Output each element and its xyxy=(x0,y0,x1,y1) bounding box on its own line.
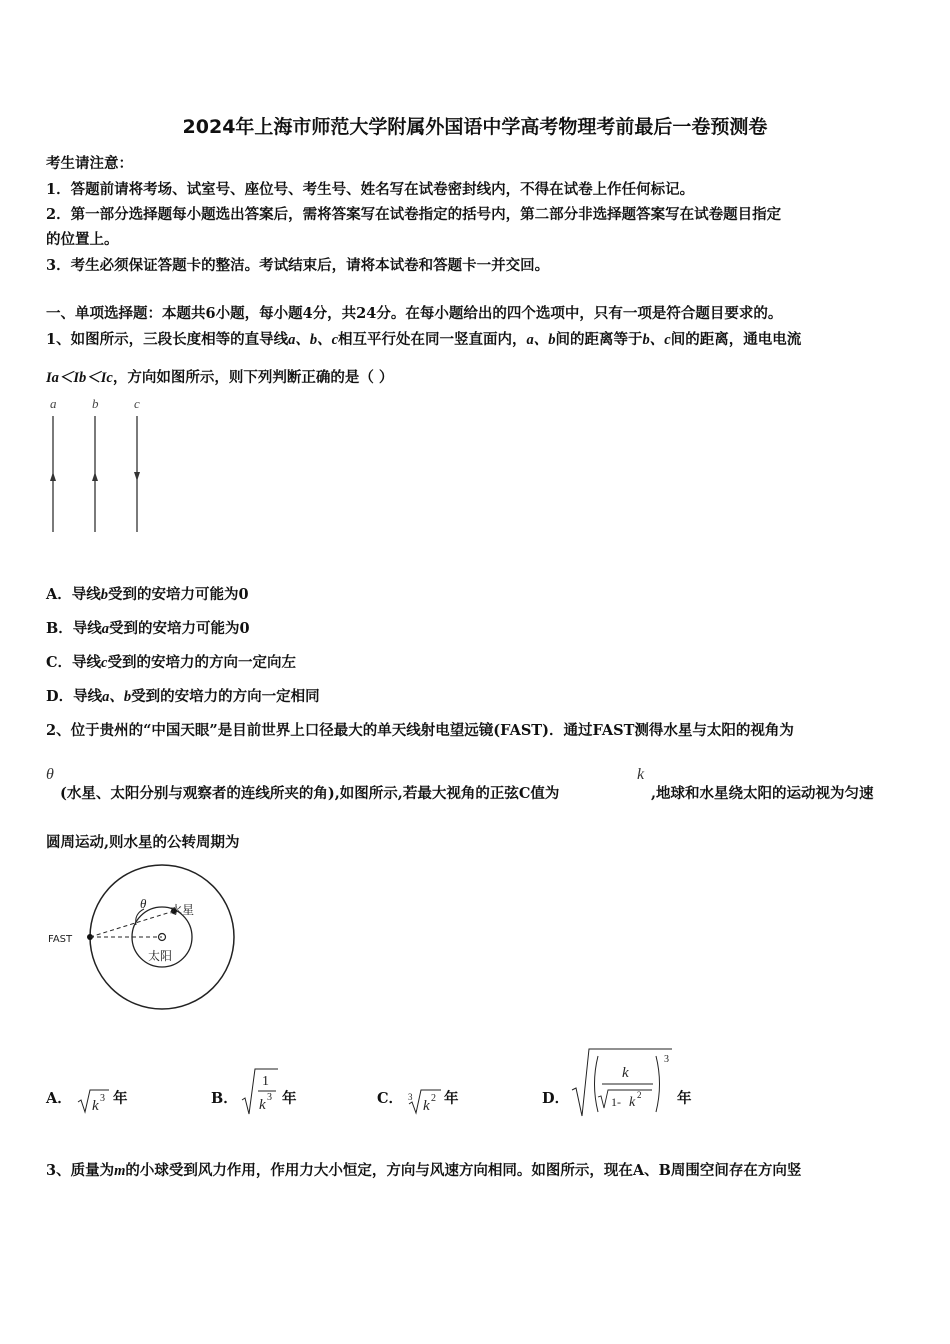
q2-option-c-label[interactable]: C． xyxy=(377,1090,404,1107)
formula-text: k xyxy=(92,1098,99,1114)
notice-item: 3．考生必须保证答题卡的整洁。考试结束后，请将本试卷和答题卡一并交回。 xyxy=(46,257,550,274)
wires-figure xyxy=(40,392,160,537)
fast-label: FAST xyxy=(48,934,73,945)
option-text: 受到的安培力的方向一定相同 xyxy=(131,688,320,705)
option-text: 导线 xyxy=(73,688,103,705)
formula-text: k xyxy=(622,1065,629,1081)
option-text: 受到的安培力可能为0 xyxy=(108,586,249,603)
option-label: B． xyxy=(46,620,73,637)
section-heading: 一、单项选择题：本题共6小题，每小题4分，共24分。在每小题给出的四个选项中，只有一项是符合题目要求的。 xyxy=(46,305,783,322)
q2-option-a-unit: 年 xyxy=(113,1090,128,1107)
formula-b xyxy=(240,1066,280,1118)
q2-option-d-label[interactable]: D． xyxy=(542,1090,570,1107)
q2-option-c-unit: 年 xyxy=(444,1090,459,1107)
option-var: a xyxy=(101,621,110,637)
q3-text: 3、质量为 xyxy=(46,1162,115,1179)
arrow-down-icon xyxy=(134,472,140,481)
formula-text: k xyxy=(259,1097,266,1113)
q1-text: 间的距离，通电电流 xyxy=(670,331,802,348)
notice-item: 2．第一部分选择题每小题选出答案后，需将答案写在试卷指定的括号内，第二部分非选择题答案写在试卷题目指定 xyxy=(46,206,782,223)
wire-label-a: a xyxy=(50,396,57,411)
option-text: 导线 xyxy=(72,620,102,637)
q1-text: ，方向如图所示，则下列判断正确的是（ ） xyxy=(112,369,394,386)
q1-var: a、b、c xyxy=(288,332,339,348)
q1-var: a、b xyxy=(526,332,556,348)
formula-text: 2 xyxy=(637,1090,642,1100)
notice-item: 1．答题前请将考场、试室号、座位号、考生号、姓名写在试卷密封线内，不得在试卷上作任何标记。 xyxy=(46,181,695,198)
q1-text: 相互平行处在同一竖直面内， xyxy=(338,331,527,348)
option-text: 导线 xyxy=(72,654,102,671)
q1-var: b、c xyxy=(642,332,671,348)
q2-option-b-unit: 年 xyxy=(282,1090,297,1107)
option-var: b xyxy=(100,587,109,603)
q1-line2 xyxy=(46,366,393,387)
option-text: 受到的安培力可能为0 xyxy=(109,620,250,637)
formula-text: 3 xyxy=(664,1054,669,1065)
sun-label: 太阳 xyxy=(148,949,173,963)
formula-text: k xyxy=(629,1095,636,1110)
paren-left xyxy=(595,1056,599,1112)
q1-text: 间的距离等于 xyxy=(555,331,643,348)
formula-text: 1 xyxy=(262,1074,269,1089)
notice-heading: 考生请注意： xyxy=(46,155,133,172)
theta-label: θ xyxy=(140,896,147,911)
option-label: D． xyxy=(46,688,74,705)
k-symbol: k xyxy=(637,766,645,783)
q1-option-a[interactable] xyxy=(46,583,249,604)
option-var: c xyxy=(101,655,108,671)
formula-text: 3 xyxy=(100,1093,105,1104)
q2-line2-tail: ,地球和水星绕太阳的运动视为匀速 xyxy=(651,785,874,802)
formula-text: k xyxy=(423,1098,430,1114)
page-title: 2024年上海市师范大学附属外国语中学高考物理考前最后一卷预测卷 xyxy=(182,116,768,138)
paren-right xyxy=(656,1056,660,1112)
wire-label-b: b xyxy=(92,396,99,411)
formula-c xyxy=(406,1084,442,1116)
q2-text: (水星、太阳分别与观察者的连线所夹的角),如图所示,若最大视角的正弦C值为 xyxy=(60,785,560,802)
formula-a xyxy=(76,1084,110,1116)
q3-line1 xyxy=(46,1159,801,1180)
wire-label-c: c xyxy=(134,396,140,411)
option-label: A． xyxy=(46,586,72,603)
formula-d xyxy=(570,1046,674,1118)
option-label: C． xyxy=(46,654,73,671)
arrow-up-icon xyxy=(50,472,56,481)
option-text: 导线 xyxy=(71,586,101,603)
formula-text: 1- xyxy=(611,1095,621,1109)
option-var: a、b xyxy=(102,689,132,705)
q1-option-c[interactable] xyxy=(46,651,296,672)
formula-text: 3 xyxy=(267,1092,272,1103)
theta-symbol: θ xyxy=(46,766,54,783)
q2-option-d-unit: 年 xyxy=(677,1090,692,1107)
orbit-figure xyxy=(44,862,244,1012)
notice-item: 的位置上。 xyxy=(46,231,119,248)
q2-line3: 圆周运动,则水星的公转周期为 xyxy=(46,834,240,851)
q3-text: 的小球受到风力作用，作用力大小恒定，方向与风速方向相同。如图所示，现在A、B周围空间存在方向竖 xyxy=(125,1162,802,1179)
current-relation: Ia＜Ib＜Ic xyxy=(46,370,113,386)
q3-var: m xyxy=(114,1163,126,1179)
radical-icon xyxy=(598,1090,652,1108)
q2-line1: 2、位于贵州的“中国天眼”是目前世界上口径最大的单天线射电望远镜(FAST)．通过FAST测得水星与太阳的视角为 xyxy=(46,722,794,739)
option-text: 受到的安培力的方向一定向左 xyxy=(107,654,296,671)
q2-option-b-label[interactable]: B． xyxy=(211,1090,238,1107)
formula-text: 3 xyxy=(408,1092,413,1102)
mercury-label: 水星 xyxy=(170,903,195,917)
q1-line1 xyxy=(46,328,801,349)
q2-option-a-label[interactable]: A． xyxy=(46,1090,72,1107)
q1-option-d[interactable] xyxy=(46,685,320,706)
formula-text: 2 xyxy=(431,1093,436,1104)
arrow-up-icon xyxy=(92,472,98,481)
q2-line2 xyxy=(60,782,559,803)
q1-option-b[interactable] xyxy=(46,617,250,638)
q1-text: 1、如图所示，三段长度相等的直导线 xyxy=(46,331,289,348)
